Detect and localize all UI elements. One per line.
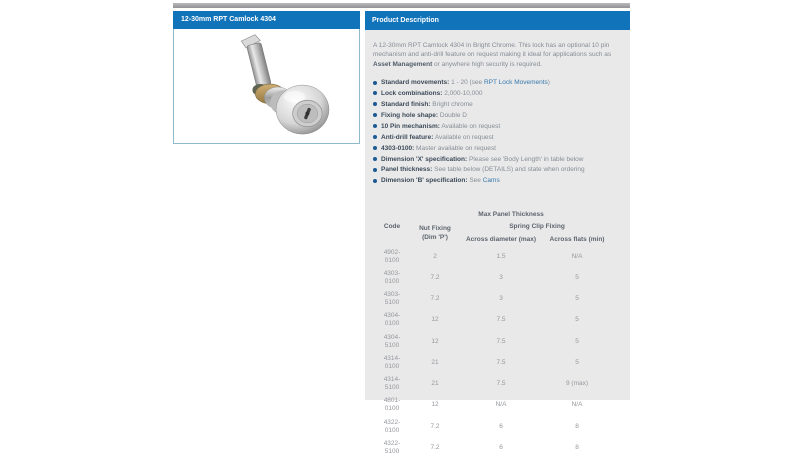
cell-code: 4303-5100: [383, 291, 401, 307]
intro-text: or anywhere high security is required.: [432, 60, 543, 68]
table-row: [375, 437, 613, 458]
spec-item: [373, 124, 622, 131]
spec-list: [373, 80, 622, 185]
bullet-icon: [373, 81, 377, 85]
cell-code: 4801-0100: [383, 397, 401, 413]
header-spring-clip-fixing: Spring Clip Fixing: [509, 223, 565, 231]
spec-label: Anti-drill feature:: [381, 133, 434, 141]
product-image-area: [173, 29, 360, 144]
bullet-icon: [373, 102, 377, 106]
cell-code: 4304-5100: [383, 333, 401, 349]
cell-diameter: 7.5: [496, 358, 506, 366]
table-header-row: [375, 209, 613, 221]
camlock-photo: [200, 33, 350, 141]
intro-paragraph: [373, 41, 622, 69]
panel-body: [365, 30, 630, 455]
cell-diameter: 7.5: [496, 380, 506, 388]
bullet-icon: [373, 168, 377, 172]
table-row: [375, 289, 613, 310]
spec-item: [373, 102, 622, 109]
spec-label: Lock combinations:: [381, 90, 443, 98]
cell-code: 4303-0100: [383, 269, 401, 285]
spec-item: [373, 146, 622, 153]
cell-nut: 2: [433, 252, 437, 260]
cell-flats: 5: [575, 316, 579, 324]
cell-nut: 21: [431, 358, 439, 366]
cell-code: 4322-5100: [383, 439, 401, 455]
intro-bold-text: Asset Management: [373, 60, 433, 68]
cell-nut: 21: [431, 380, 439, 388]
spec-item: [373, 80, 622, 87]
table-row: [375, 310, 613, 331]
spec-item: [373, 178, 622, 185]
spec-value: Bright chrome: [430, 101, 473, 109]
cell-diameter: 6: [499, 443, 503, 451]
cell-flats: 5: [575, 337, 579, 345]
bullet-icon: [373, 135, 377, 139]
spec-value: ): [547, 79, 550, 87]
header-max-panel-thickness: Max Panel Thickness: [478, 210, 544, 218]
bullet-icon: [373, 91, 377, 95]
cell-diameter: 6: [499, 422, 503, 430]
spec-item: [373, 91, 622, 98]
spec-value: See table below (DETAILS) and state when ordering: [432, 166, 585, 174]
cams-link[interactable]: Cams: [482, 177, 500, 185]
cell-flats: 9 (max): [565, 380, 589, 388]
intro-text: A 12-30mm RPT Camlock 4304 in Bright Chrome. This lock has an optional 10 pin mechanism and anti-drill feature on request making it ideal for applications such as: [373, 42, 612, 59]
cell-flats: 8: [575, 422, 579, 430]
cell-nut: 7.2: [430, 295, 440, 303]
spec-label: Panel thickness:: [381, 166, 433, 174]
table-row: [375, 246, 613, 267]
spec-item: [373, 135, 622, 142]
spec-item: [373, 167, 622, 174]
product-title: 12-30mm RPT Camlock 4304: [173, 11, 360, 29]
bullet-icon: [373, 124, 377, 128]
cell-flats: 8: [575, 443, 579, 451]
cell-nut: 12: [431, 337, 439, 345]
cell-flats: 5: [575, 273, 579, 281]
spec-value: Double D: [438, 111, 467, 119]
cell-nut: 12: [431, 401, 439, 409]
header-nut-fixing: Nut Fixing (Dim 'P'): [419, 225, 451, 241]
cell-flats: 5: [575, 295, 579, 303]
cell-nut: 12: [431, 316, 439, 324]
table-row: [375, 374, 613, 395]
table-row: [375, 395, 613, 416]
cell-code: 4314-0100: [383, 354, 401, 370]
panel-title: Product Description: [365, 11, 630, 30]
spec-value: See: [467, 177, 483, 185]
header-code: Code: [383, 223, 401, 231]
bullet-icon: [373, 179, 377, 183]
spec-label: 4303-0100:: [381, 144, 415, 152]
spec-label: Standard movements:: [381, 79, 450, 87]
cell-diameter: N/A: [495, 401, 507, 409]
cell-diameter: 7.5: [496, 316, 506, 324]
spec-value: Please see 'Body Length' in table below: [467, 155, 584, 163]
table-row: [375, 416, 613, 437]
spec-value: Available on request: [439, 122, 501, 130]
cell-nut: 7.2: [430, 443, 440, 451]
table-row: [375, 331, 613, 352]
cell-nut: 7.2: [430, 422, 440, 430]
spec-value: 2,000-10,000: [442, 90, 483, 98]
cell-code: 4304-0100: [383, 312, 401, 328]
spec-value: Master available on request: [414, 144, 496, 152]
spec-label: Fixing hole shape:: [381, 111, 439, 119]
cell-code: 4322-0100: [383, 418, 401, 434]
cell-code: 4902-0100: [383, 248, 401, 264]
cell-diameter: 1.5: [496, 252, 506, 260]
product-description-panel: [365, 11, 630, 455]
spec-value: Available on request: [433, 133, 494, 141]
cell-flats: N/A: [571, 401, 583, 409]
header-across-diameter: Across diameter (max): [465, 235, 537, 243]
table-row: [375, 352, 613, 373]
spec-item: [373, 113, 622, 120]
cell-diameter: 3: [499, 295, 503, 303]
cell-code: 4314-5100: [383, 376, 401, 392]
spec-label: Standard finish:: [381, 101, 431, 109]
header-across-flats: Across flats (min): [549, 235, 605, 243]
table-header-row: [375, 221, 613, 233]
spec-label: 10 Pin mechanism:: [381, 122, 440, 130]
bullet-icon: [373, 157, 377, 161]
rpt-lock-movements-link[interactable]: RPT Lock Movements: [483, 79, 548, 87]
cell-diameter: 3: [499, 273, 503, 281]
cell-nut: 7.2: [430, 273, 440, 281]
table-row: [375, 267, 613, 288]
top-divider-bar: [173, 3, 630, 8]
spec-label: Dimension 'B' specification:: [381, 177, 468, 185]
panel-thickness-table: [375, 209, 613, 459]
cell-flats: 5: [575, 358, 579, 366]
spec-label: Dimension 'X' specification:: [381, 155, 468, 163]
bullet-icon: [373, 146, 377, 150]
product-image-card: [173, 11, 360, 144]
cell-diameter: 7.5: [496, 337, 506, 345]
spec-value: 1 - 20 (see: [449, 79, 484, 87]
cell-flats: N/A: [571, 252, 583, 260]
bullet-icon: [373, 113, 377, 117]
spec-item: [373, 157, 622, 164]
